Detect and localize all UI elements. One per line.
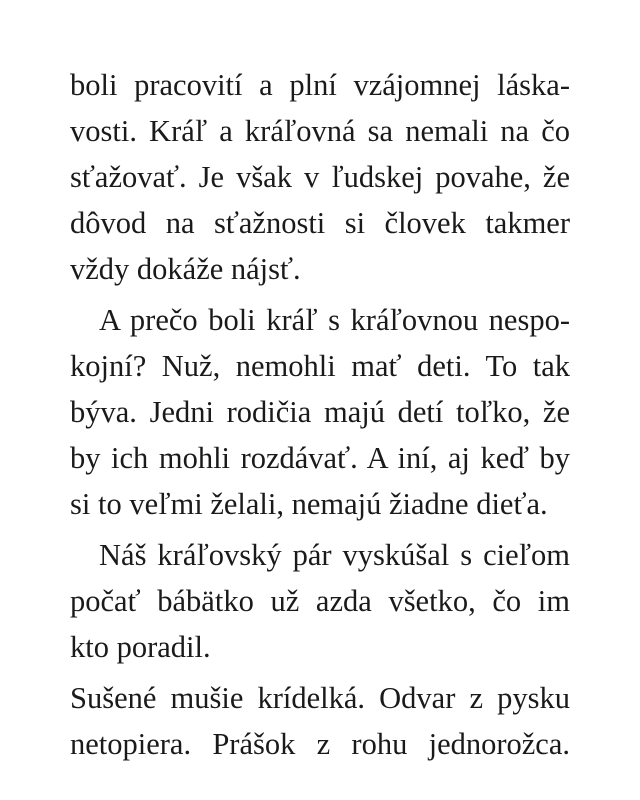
book-page: [70, 62, 570, 767]
paragraph-2: [70, 297, 570, 527]
text-line: netopiera. Prášok z rohu jednorožca.: [70, 727, 570, 761]
paragraph-1: [70, 62, 570, 292]
paragraph-3: [70, 532, 570, 670]
text-line: Náš kráľovský pár vyskúšal s cieľom: [99, 538, 570, 572]
text-line: Sušené mušie krídelká. Odvar z pysku: [70, 681, 570, 715]
text-line: sťažovať. Je však v ľudskej povahe, že: [70, 160, 570, 194]
text-line: by ich mohli rozdávať. A iní, aj keď by: [70, 441, 570, 475]
text-line: boli pracovití a plní vzájomnej láska-: [70, 68, 570, 102]
text-line: A prečo boli kráľ s kráľovnou nespo-: [99, 303, 570, 337]
text-line: kto poradil.: [70, 630, 211, 664]
text-line: býva. Jedni rodičia majú detí toľko, že: [70, 395, 570, 429]
text-line: vždy dokáže nájsť.: [70, 252, 301, 286]
paragraph-4: [70, 675, 570, 767]
text-line: kojní? Nuž, nemohli mať deti. To tak: [70, 349, 570, 383]
text-line: počať bábätko už azda všetko, čo im: [70, 584, 570, 618]
text-line: si to veľmi želali, nemajú žiadne dieťa.: [70, 487, 548, 521]
text-line: vosti. Kráľ a kráľovná sa nemali na čo: [70, 114, 570, 148]
text-line: dôvod na sťažnosti si človek takmer: [70, 206, 570, 240]
